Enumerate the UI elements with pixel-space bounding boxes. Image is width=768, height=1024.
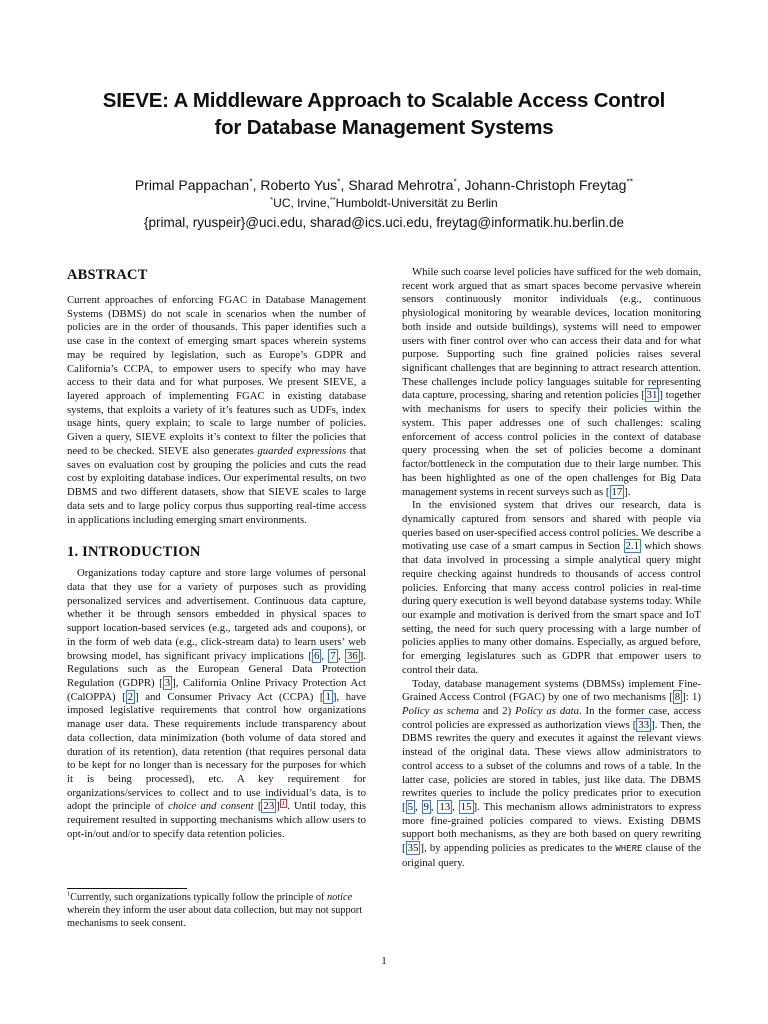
author-name: Roberto Yus	[260, 177, 338, 193]
affil-marker: *	[270, 195, 274, 204]
citation-link[interactable]: 3	[164, 676, 171, 689]
abstract-text: Current approaches of enforcing FGAC in Database Management Systems (DBMS) do not scale in scenarios when the number of policies are in the order of thousands. This paper identifies such a use case in the context of emerging smart spaces wherein systems may be required by legislation, such as Europe’s GDPR and California’s CCPA, to empower users to specify who may have access to their data and for what purposes. We present SIEVE, a layered approach of implementing FGAC in existing database systems, that exploits a variety of it’s features such as UDFs, index usage hints, query explain; to scale to large number of policies. Given a query, SIEVE exploits it’s context to filter the policies that need to be checked. SIEVE also generates guarded expressions that saves on evaluation cost by grouping the policies and cuts the read cost by exploiting database indices. Our experimental results, on two DBMS and two different datasets, show that SIEVE scales to large data sets and to large policy corpus thus supporting real-time access in applications including emerging smart environments.	[67, 294, 366, 526]
citation-link[interactable]: 1	[325, 690, 331, 703]
affil-marker: *	[453, 176, 457, 187]
citation-link[interactable]: 8	[674, 691, 681, 704]
citation-link[interactable]: 23	[263, 800, 275, 813]
left-column	[67, 266, 366, 842]
affil-hu: Humboldt-Universität zu Berlin	[335, 196, 498, 210]
citation-link[interactable]: 7	[330, 649, 336, 662]
citation-link[interactable]: 35	[407, 842, 419, 855]
right-column	[402, 266, 701, 871]
emphasis: Policy as data	[515, 705, 579, 717]
citation-link[interactable]: 33	[638, 718, 650, 731]
citation-link[interactable]: 13	[439, 801, 451, 814]
citation-link[interactable]: 5	[407, 801, 413, 814]
affiliations	[40, 195, 728, 211]
author-names: Primal Pappachan*, Roberto Yus*, Sharad Mehrotra*, Johann-Christoph Freytag**	[134, 176, 634, 193]
author-name: Primal Pappachan	[134, 177, 250, 193]
body-paragraph: Today, database management systems (DBMSs) implement Fine-Grained Access Control (FGAC) by one of two mechanisms [ 8 ]: 1) Policy as schema and 2) Policy as data. In the former case, access control policies are expressed as authorization views [ 33 ]. Then, the DBMS rewrites the query and executes it against the relevant views instead of the original data. These views allow administrators to control access to a subset of the columns and rows of a table. In the latter case, policies are stored in tables, just like data. The DBMS rewrites queries to include the policy predicates prior to execution [ 5 , 9 , 13 , 15 ]. This mechanism allows administrators to express more fine-grained policies compared to views. Existing DBMS support both mechanisms, as they are both based on query rewriting [ 35 ], by appending policies as predicates to the WHERE clause of the original query.	[402, 677, 702, 869]
affil-marker: **	[626, 176, 634, 187]
affil-marker: **	[329, 195, 336, 204]
emphasis: choice and consent	[168, 800, 254, 813]
footnote-divider	[67, 888, 187, 889]
paper-title	[40, 87, 728, 141]
author-block	[40, 175, 728, 233]
citation-link[interactable]: 31	[646, 389, 658, 402]
page-number: 1	[381, 955, 387, 967]
emphasis: notice	[326, 892, 353, 903]
citation-link[interactable]: 17	[611, 485, 623, 498]
title-line-2: for Database Management Systems	[214, 116, 554, 139]
citation-link[interactable]: 6	[313, 649, 320, 662]
abstract-heading: ABSTRACT	[67, 267, 148, 283]
affil-uci: UC, Irvine,	[273, 196, 330, 210]
section-link[interactable]: 2.1	[625, 540, 639, 553]
emphasis: guarded expressions	[257, 444, 347, 457]
title-line-1: SIEVE: A Middleware Approach to Scalable Access Control	[102, 89, 666, 112]
sql-keyword: WHERE	[615, 844, 643, 855]
citation-link[interactable]: 15	[460, 801, 472, 814]
author-emails: {primal, ryuspeir}@uci.edu, sharad@ics.uci.edu, freytag@informatik.hu.berlin.de	[143, 215, 625, 230]
body-paragraph: While such coarse level policies have sufficed for the web domain, recent work argued that as smart spaces become pervasive wherein sensors continuously monitor individuals (e.g., continuous physiological monitoring by wearable devices, location monitoring both inside and outside buildings), systems will need to empower users with finer control over who can access their data and for what purpose. Supporting such fine grained policies raises several significant challenges that are beginning to attract research attention. These challenges include policy languages suitable for representing data capture, processing, sharing and retention policies [ 31 ] together with mechanisms for users to specify their policies within the system. This paper addresses one of such challenges: scaling enforcement of access control policies in the context of database query processing when the set of policies become a dominant factor/bottleneck in the computation due to their large number. This has been highlighted as one of the open challenges for Big Data management systems in recent surveys such as [ 17 ].	[402, 266, 701, 498]
citation-link[interactable]: 2	[127, 690, 134, 703]
footnote-marker: 1	[67, 890, 71, 898]
body-paragraph: In the envisioned system that drives our research, data is dynamically captured from sensors and shared with people via queries based on user-specified access control policies. We describe a motivating use case of a smart campus in Section 2.1 which shows that data involved in processing a simple analytical query might require checking against hundreds to thousands of access control policies. Enforcing that many access control policies in real-time during query execution is well beyond database systems today. While our example and motivation is derived from the smart space and IoT setting, the need for such query processing with a large number of policies applies to many other domains. Especially, as argued before, for emerging legislatures such as GDPR that empower users to control their data.	[402, 499, 702, 676]
affil-marker: *	[337, 176, 341, 187]
intro-heading: 1. INTRODUCTION	[67, 544, 201, 561]
author-name: Sharad Mehrotra	[348, 177, 454, 193]
author-name: Johann-Christoph Freytag	[464, 177, 627, 193]
intro-paragraph: Organizations today capture and store large volumes of personal data that they use for a variety of purposes such as providing personalized services and advertisement. Continuous data capture, whether it be through sensors embedded in physical spaces to support location-based services (e.g., targeted ads and coupons), or in the form of web data (e.g., click-stream data) to learn users’ web browsing model, has significant privacy implications [ 6 , 7 , 36 ]. Regulations such as the European General Data Protection Regulation (GDPR) [ 3 ], California Online Privacy Protection Act (CalOPPA) [ 2 ] and Consumer Privacy Act (CCPA) [ 1 ], have imposed legislative requirements that control how organizations manage user data. These requirements include transparency about data collection, data minimization (both volume of data stored and duration of its retention), data retention (that requires personal data to be kept for no longer than is necessary for the purposes for which it is being processed), etc. A key requirement for organizations/services to collect and to use individual’s data, is to adopt the principle of choice and consent [ 23 ] $^1$ . Until today, this requirement resulted in supporting mechanisms which allow users to opt-in/out and/or to specify data retention policies.	[67, 567, 366, 840]
emphasis: Policy as schema	[402, 705, 479, 717]
affil-marker: *	[249, 176, 253, 187]
footnote-link[interactable]: 1	[281, 799, 286, 807]
citation-link[interactable]: 9	[423, 801, 429, 814]
citation-link[interactable]: 36	[346, 649, 358, 662]
footnote: $^1$Currently, such organizations typically follow the principle of notice wherein they inform the user about data collection, but may not support mechanisms to seek consent.	[67, 890, 363, 929]
